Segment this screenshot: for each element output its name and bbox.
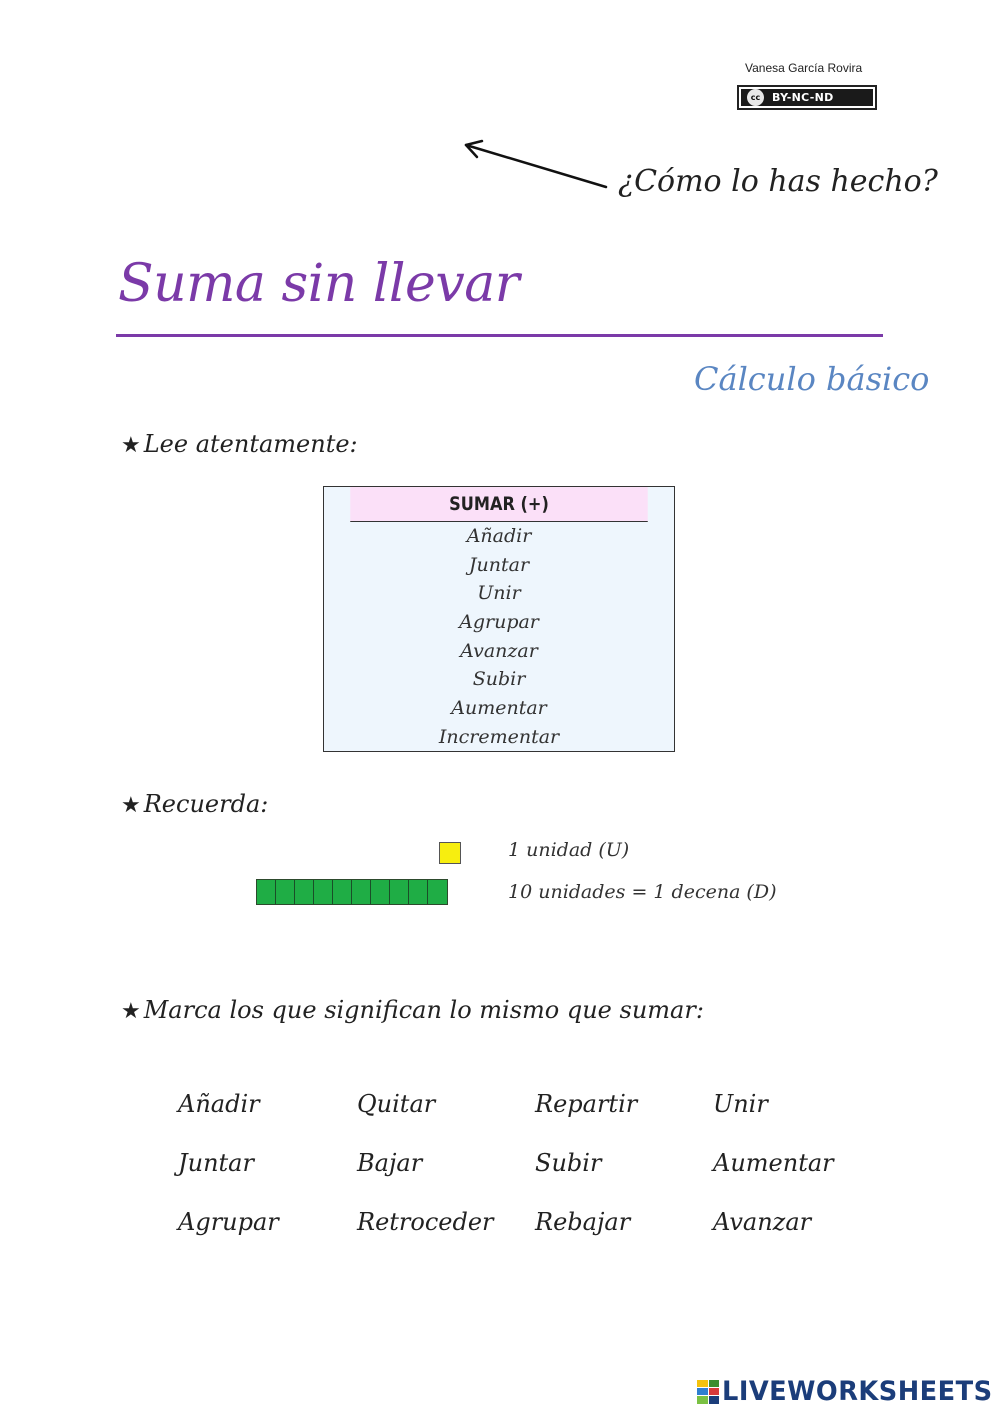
creative-commons-icon: cc [747,89,764,106]
unit-cube [439,842,461,864]
section-remember-label: Recuerda: [143,790,269,818]
liveworksheets-text: LIVEWORKSHEETS [722,1376,993,1407]
how-did-you-do-question: ¿Cómo lo has hecho? [618,164,938,199]
star-icon: ★ [121,999,141,1024]
word-option[interactable]: Retroceder [357,1208,494,1236]
section-mark-label: Marca los que significan lo mismo que sumar: [143,996,704,1024]
author-name: Vanesa García Rovira [745,61,863,75]
ten-bar-cell [276,880,295,904]
sumar-table-item: Añadir [466,525,532,547]
license-text: BY-NC-ND [772,91,834,104]
sumar-table-item: Incrementar [438,725,560,748]
ten-bar-cell [295,880,314,904]
ten-bar-cell [409,880,428,904]
section-mark [121,996,704,1024]
word-option[interactable]: Avanzar [713,1208,812,1236]
word-option[interactable]: Añadir [178,1090,260,1118]
word-option[interactable]: Bajar [357,1149,423,1177]
page-title: Suma sin llevar [118,254,520,314]
sumar-table-item: Unir [477,582,521,605]
ten-bar-cell [371,880,390,904]
unit-label: 1 unidad (U) [508,839,630,861]
ten-bar-cell [257,880,276,904]
section-read-label: Lee atentamente: [143,430,358,458]
ten-bar-cell [428,880,447,904]
ten-bar-cell [352,880,371,904]
title-divider [116,334,883,337]
word-option[interactable]: Juntar [178,1149,254,1177]
word-option[interactable]: Subir [535,1149,602,1177]
sumar-table-header: SUMAR (+) [350,487,648,522]
ten-bar-cell [390,880,409,904]
word-option[interactable]: Unir [713,1090,768,1118]
liveworksheets-icon [697,1380,719,1404]
page-subtitle: Cálculo básico [694,360,930,398]
ten-label: 10 unidades = 1 decena (D) [508,881,777,903]
sumar-synonyms-table [323,486,675,752]
license-badge[interactable] [737,85,877,110]
sumar-table-item: Subir [472,668,526,691]
sumar-table-item: Aumentar [451,697,547,720]
liveworksheets-logo[interactable] [697,1376,1000,1407]
section-remember [121,790,268,818]
word-option[interactable]: Quitar [357,1090,436,1118]
star-icon: ★ [121,433,141,458]
word-option[interactable]: Agrupar [178,1208,279,1236]
ten-bar [256,879,448,905]
sumar-table-item: Juntar [468,553,530,576]
ten-bar-cell [333,880,352,904]
ten-bar-cell [314,880,333,904]
section-read [121,430,358,458]
word-option[interactable]: Repartir [535,1090,638,1118]
sumar-table-item: Agrupar [459,611,539,634]
word-option[interactable]: Rebajar [535,1208,631,1236]
star-icon: ★ [121,793,141,818]
arrow-left-icon [460,138,610,194]
sumar-table-item: Avanzar [460,639,538,662]
word-option[interactable]: Aumentar [713,1149,834,1177]
